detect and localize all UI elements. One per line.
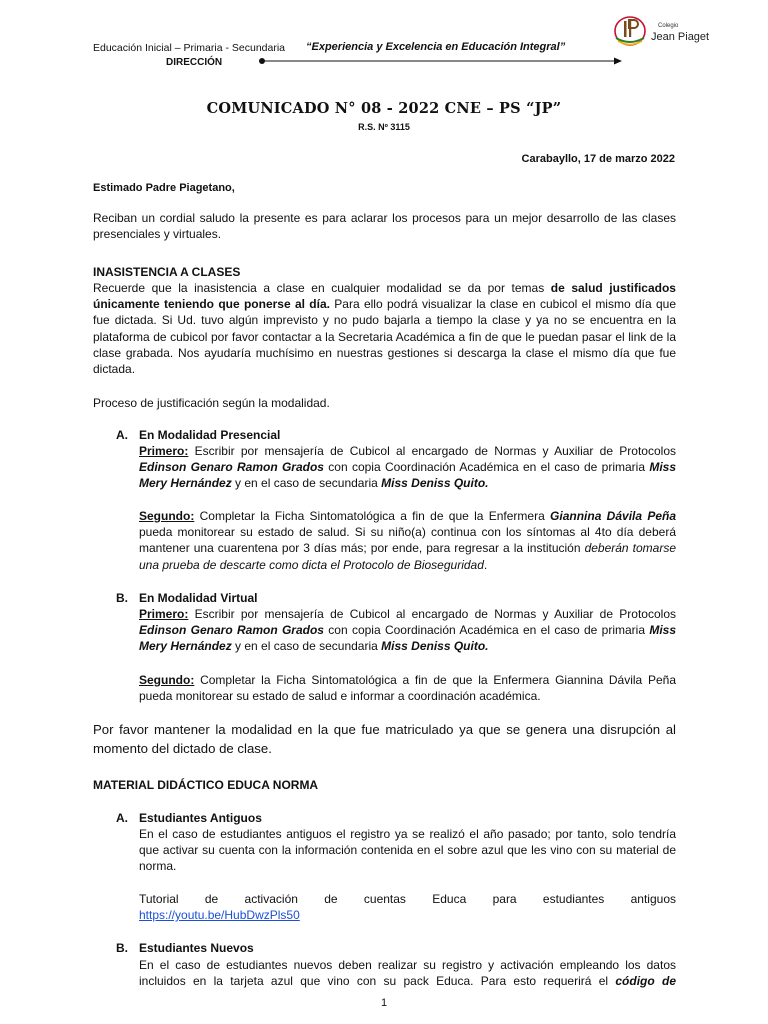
virtual-segundo: Segundo: Completar la Ficha Sintomatológica a fin de que la Enfermera Giannina Dávila Peña pueda monitorear su estado de salud e informar a coordinación académica. xyxy=(139,673,676,704)
nuevos-text: En el caso de estudiantes nuevos deben realizar su registro y activación empleando los datos incluidos en la tarjeta azul que vino con su pack Educa. Para esto requerirá el código de xyxy=(139,958,676,989)
document-title: COMUNICADO N° 08 - 2022 CNE – PS “JP” xyxy=(206,100,562,117)
school-logo xyxy=(612,12,724,52)
intro-paragraph: Reciban un cordial saludo la presente es para aclarar los procesos para un mejor desarrollo de las clases presenciales y virtuales. xyxy=(93,211,676,242)
presencial-heading: A. En Modalidad Presencial xyxy=(116,428,281,442)
header-department: DIRECCIÓN xyxy=(166,57,223,68)
greeting: Estimado Padre Piagetano, xyxy=(93,182,235,194)
tutorial-link-line xyxy=(139,907,676,923)
header-arrow-line xyxy=(258,56,623,66)
antiguos-heading: A. Estudiantes Antiguos xyxy=(116,811,262,825)
logo-school-name: Jean Piaget xyxy=(651,31,710,43)
antiguos-text: En el caso de estudiantes antiguos el registro ya se realizó el año pasado; por tanto, solo tendría que activar su cuenta con la información contenida en el sobre azul que les vino con su material de norma. xyxy=(139,827,676,874)
document-date: Carabayllo, 17 de marzo 2022 xyxy=(521,153,675,165)
presencial-primero: Primero: Escribir por mensajería de Cubicol al encargado de Normas y Auxiliar de Protocolos Edinson Genaro Ramon Grados con copia Coordinación Académica en el caso de primaria Miss Mery Hernández y en el caso de secundaria Miss Deniss Quito. xyxy=(139,444,677,491)
header-levels: Educación Inicial – Primaria - Secundaria xyxy=(93,42,286,54)
nuevos-heading: B. Estudiantes Nuevos xyxy=(116,941,254,955)
modalidad-note: Por favor mantener la modalidad en la que fue matriculado ya que se genera una disrupción al momento del dictado de clase. xyxy=(93,722,676,756)
header-motto: “Experiencia y Excelencia en Educación Integral” xyxy=(306,41,566,53)
inasistencia-heading: INASISTENCIA A CLASES xyxy=(93,265,241,279)
inasistencia-paragraph: Recuerde que la inasistencia a clase en cualquier modalidad se da por temas de salud justificados únicamente teniendo que ponerse al día. Para ello podrá visualizar la clase en cubicol el mismo día que fue dictada. Si Ud. tuvo algún imprevisto y no pudo bajarla a tiempo la clase y ya no se encuentra en la plataforma de cubicol por favor contactar a la Secretaria Académica a fin de que le puedan pasar el link de la clase grabada. Nos ayudaría muchísimo en nuestras gestiones si descarga la clase el mismo día que fue dictada. xyxy=(93,281,676,377)
school-crest-icon xyxy=(612,12,648,48)
presencial-segundo: Segundo: Completar la Ficha Sintomatológica a fin de que la Enfermera Giannina Dávila Peña pueda monitorear su estado de salud. Si su niño(a) continua con los síntomas al 4to día deberá mantener una cuarentena por 3 días más; por ende, para regresar a la institución deberán tomarse una prueba de descarte como dicta el Protocolo de Bioseguridad. xyxy=(139,509,677,572)
virtual-primero: Primero: Escribir por mensajería de Cubicol al encargado de Normas y Auxiliar de Protocolos Edinson Genaro Ramon Grados con copia Coordinación Académica en el caso de primaria Miss Mery Hernández y en el caso de secundaria Miss Deniss Quito. xyxy=(139,607,677,654)
logo-school-word: Colegio xyxy=(658,23,679,29)
document-subtitle: R.S. Nº 3115 xyxy=(358,122,410,132)
tutorial-text: Tutorial de activación de cuentas Educa para estudiantes antiguos xyxy=(139,892,676,906)
material-heading: MATERIAL DIDÁCTICO EDUCA NORMA xyxy=(93,778,319,792)
page-number: 1 xyxy=(380,997,388,1009)
proceso-text: Proceso de justificación según la modalidad. xyxy=(93,396,330,410)
virtual-heading: B. En Modalidad Virtual xyxy=(116,591,258,605)
tutorial-link[interactable]: https://youtu.be/HubDwzPls50 xyxy=(139,908,300,922)
